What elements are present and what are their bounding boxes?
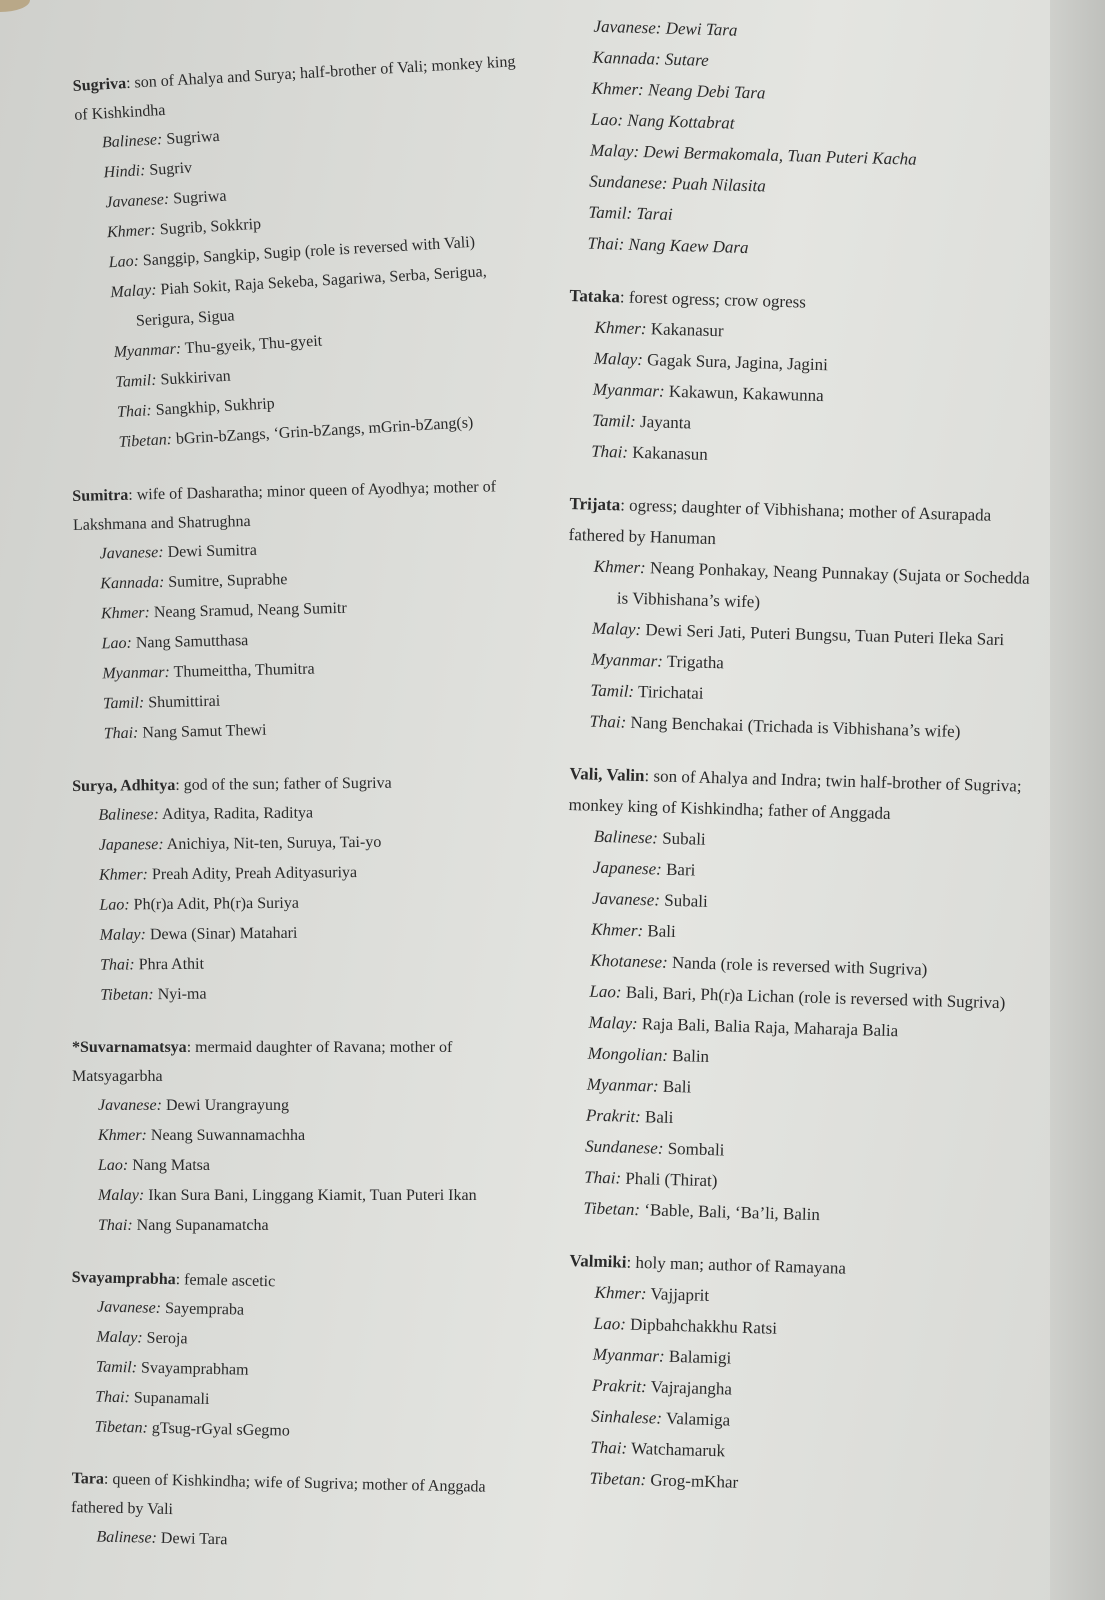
variant-language: Malay:	[591, 618, 642, 640]
variant-language: Javanese:	[98, 1097, 162, 1114]
variant-language: Khmer:	[593, 556, 647, 578]
variant-language: Khmer:	[594, 1282, 647, 1304]
variant-language: Thai:	[590, 1437, 628, 1458]
variant-names: Sombali	[667, 1138, 725, 1160]
entry-description: : female ascetic	[175, 1271, 276, 1291]
variant-language: Hindi:	[103, 162, 146, 182]
glossary-entry	[72, 472, 538, 750]
variant-language: Khmer:	[594, 317, 647, 339]
entry-term: Vali, Valin	[569, 763, 645, 786]
entry-term: Tara	[71, 1469, 105, 1488]
variant-language: Thai:	[99, 956, 135, 974]
variant-names: Dewi Urangrayung	[165, 1097, 290, 1114]
variant-language: Myanmar:	[590, 649, 664, 671]
variant-language: Tamil:	[591, 410, 637, 431]
continuation-list	[563, 10, 1040, 271]
variant-names: Jayanta	[639, 412, 692, 433]
variant-language: Tamil:	[95, 1358, 138, 1377]
variant-names: Phali (Thirat)	[625, 1168, 718, 1191]
entry-term: Sumitra	[72, 486, 129, 505]
entry-description: : ogress; daughter of Vibhishana; mother of Asurapada fathered by Hanuman	[568, 495, 992, 549]
variant-names: Sugriv	[148, 159, 193, 179]
variant-language: Javanese:	[591, 888, 661, 910]
glossary-entry	[563, 488, 1040, 749]
continuation-variant: Khmer: Neang Debi Tara	[591, 78, 766, 103]
variant-language: Thai:	[590, 441, 629, 462]
entry-description: : son of Ahalya and Surya; half-brother of Vali; monkey king of Kishkindha	[73, 53, 516, 124]
variant-language: Tamil:	[114, 371, 158, 392]
variant-language: Thai:	[116, 402, 153, 422]
variant-language: Malay:	[593, 348, 644, 370]
entry-description: : god of the sun; father of Sugriva	[175, 774, 392, 794]
variant-row	[96, 1151, 532, 1181]
variant-names: Piah Sokit, Raja Sekeba, Sagariwa, Serba, Serigua, Serigura, Sigua	[135, 263, 488, 330]
variant-names: Sayempraba	[164, 1299, 245, 1319]
right-column	[570, 10, 1040, 1515]
variant-language: Balinese:	[96, 1528, 158, 1547]
variant-language: Kannada:	[100, 573, 165, 593]
variant-row	[97, 886, 533, 921]
variant-language: Myanmar:	[102, 663, 171, 683]
variant-names: Dipbahchakkhu Ratsi	[629, 1314, 778, 1338]
variant-names: Raja Bali, Balia Raja, Maharaja Balia	[641, 1014, 899, 1041]
variant-language: Tibetan:	[583, 1198, 641, 1220]
variant-names: Subali	[661, 828, 706, 849]
variant-language: Tibetan:	[100, 986, 154, 1004]
variant-language: Javanese:	[99, 543, 164, 563]
variant-language: Khmer:	[590, 919, 644, 941]
variant-language: Japanese:	[98, 836, 164, 854]
variant-language: Tibetan:	[94, 1418, 149, 1437]
glossary-entry	[563, 1245, 1040, 1506]
variant-language: Tibetan:	[118, 431, 173, 451]
variant-names: Neang Ponhakay, Neang Punnakay (Sujata or Sochedda is Vibhishana’s wife)	[616, 558, 1031, 612]
entry-headline	[72, 472, 533, 540]
variant-language: Khotanese:	[590, 950, 669, 972]
variant-language: Malay:	[96, 1328, 143, 1347]
variant-language: Thai:	[589, 711, 627, 732]
variant-names: Nang Samut Thewi	[142, 721, 267, 742]
variant-row	[98, 946, 534, 981]
variant-names: Nyi-ma	[157, 985, 207, 1004]
continuation-variant: Sundanese: Puah Nilasita	[588, 171, 767, 196]
variant-language: Balinese:	[98, 806, 159, 824]
variant-names: Nang Samutthasa	[135, 632, 249, 652]
variant-names: Sukkirivan	[160, 367, 232, 389]
variant-names: Kakanasun	[632, 442, 709, 464]
variant-names: Vajrajangha	[650, 1377, 733, 1399]
variant-names: Sugriwa	[172, 187, 227, 208]
left-column	[70, 53, 532, 1574]
variant-row	[97, 826, 533, 861]
entry-term: Sugriva	[72, 75, 127, 95]
glossary-entry	[565, 280, 1040, 479]
variant-names: Nang Supanamatcha	[136, 1217, 269, 1234]
glossary-entry	[72, 1033, 532, 1241]
variant-row	[98, 976, 534, 1011]
variant-row	[96, 1121, 532, 1151]
variant-language: Balinese:	[101, 131, 163, 152]
glossary-entry	[68, 1263, 532, 1452]
variant-language: Malay:	[99, 926, 147, 944]
variant-names: Grog-mKhar	[650, 1470, 739, 1492]
variant-names: Subali	[664, 890, 708, 911]
variant-names: Preah Adity, Preah Adityasuriya	[151, 864, 358, 884]
variant-language: Sinhalese:	[590, 1406, 663, 1428]
variant-language: Lao:	[108, 252, 140, 272]
variant-language: Thai:	[98, 1217, 133, 1234]
variant-names: bGrin-bZangs, ‘Grin-bZangs, mGrin-bZang(s)	[175, 414, 474, 448]
variant-names: Dewi Seri Jati, Puteri Bungsu, Tuan Puteri Ileka Sari	[645, 620, 1005, 650]
entry-description: : son of Ahalya and Indra; twin half-brother of Sugriva; monkey king of Kishkindha; father of Anggada	[568, 766, 1022, 823]
variant-language: Prakrit:	[585, 1105, 642, 1127]
continuation-variant: Lao: Nang Kottabrat	[590, 109, 735, 133]
variant-language: Tamil:	[590, 680, 635, 701]
variant-language: Balinese:	[593, 826, 659, 848]
entry-description: : forest ogress; crow ogress	[619, 287, 807, 312]
variant-names: Anichiya, Nit-ten, Suruya, Tai-yo	[166, 833, 382, 854]
continuation-variant: Kannada: Sutare	[592, 47, 709, 70]
variant-names: Bali	[662, 1076, 692, 1097]
variant-language: Lao:	[589, 981, 622, 1002]
variant-names: Valamiga	[665, 1408, 731, 1430]
page-corner-shadow	[0, 0, 30, 12]
variant-names: Trigatha	[666, 651, 725, 673]
entry-headline	[71, 1464, 532, 1532]
variant-names: Shumittirai	[148, 692, 221, 712]
variant-language: Malay:	[588, 1012, 638, 1033]
variant-language: Lao:	[99, 896, 130, 914]
variant-names: Sugriwa	[165, 127, 221, 148]
entry-description: : holy man; author of Ramayana	[626, 1252, 847, 1278]
continuation-variant: Javanese: Dewi Tara	[593, 16, 738, 40]
variant-row	[96, 1211, 532, 1241]
variant-names: Vajjaprit	[650, 1284, 710, 1305]
facing-page-edge	[1050, 0, 1105, 1600]
variant-language: Thai:	[584, 1167, 622, 1188]
glossary-entry	[72, 767, 534, 1011]
variant-names: Sugrib, Sokkrip	[159, 215, 262, 239]
variant-row	[97, 856, 533, 891]
entry-headline	[72, 1033, 532, 1091]
variant-language: Khmer:	[106, 221, 157, 242]
variant-names: Bali, Bari, Ph(r)a Lichan (role is reversed with Sugriva)	[625, 982, 1006, 1013]
variant-language: Lao:	[101, 634, 133, 653]
entry-description: : wife of Dasharatha; minor queen of Ayodhya; mother of Lakshmana and Shatrughna	[72, 478, 497, 534]
entry-description: : queen of Kishkindha; wife of Sugriva; mother of Anggada fathered by Vali	[70, 1470, 486, 1519]
variant-language: Javanese:	[104, 190, 170, 212]
continuation-variant: Malay: Dewi Bermakomala, Tuan Puteri Kacha	[589, 140, 917, 169]
variant-names: Bali	[644, 1107, 674, 1128]
entry-term: Surya, Adhitya	[72, 776, 176, 795]
variant-language: Tamil:	[102, 694, 145, 713]
variant-language: Khmer:	[98, 1127, 147, 1144]
variant-names: Thu-gyeik, Thu-gyeit	[184, 332, 323, 358]
variant-names: Nang Benchakai (Trichada is Vibhishana’s wife)	[630, 712, 961, 741]
variant-language: Myanmar:	[592, 379, 665, 401]
variant-names: gTsug-rGyal sGegmo	[151, 1419, 291, 1440]
variant-language: Malay:	[98, 1187, 145, 1204]
variant-language: Myanmar:	[113, 340, 182, 362]
entry-term: *Suvarnamatsya	[72, 1039, 187, 1056]
variant-language: Japanese:	[592, 857, 663, 879]
variant-names: Watchamaruk	[630, 1438, 726, 1461]
variant-language: Javanese:	[96, 1298, 162, 1317]
variant-names: Dewa (Sinar) Matahari	[149, 924, 298, 944]
variant-row	[96, 1091, 532, 1121]
variant-row	[98, 916, 534, 951]
entry-term: Svayamprabha	[71, 1268, 176, 1289]
variant-language: Prakrit:	[591, 1375, 648, 1397]
continuation-variant: Tamil: Tarai	[588, 202, 673, 224]
variant-names: Sumitre, Suprabhe	[168, 571, 288, 591]
variant-names: Balamigi	[668, 1346, 732, 1368]
variant-language: Mongolian:	[587, 1043, 669, 1065]
variant-language: Sundanese:	[584, 1136, 664, 1158]
variant-language: Khmer:	[98, 866, 149, 884]
variant-names: Sanggip, Sangkip, Sugip (role is reversed with Vali)	[142, 233, 476, 270]
variant-names: Supanamali	[133, 1389, 210, 1408]
variant-language: Myanmar:	[592, 1344, 665, 1366]
glossary-entry	[72, 46, 553, 459]
variant-names: Svayamprabham	[140, 1359, 249, 1379]
variant-language: Malay:	[109, 281, 157, 302]
variant-names: Bali	[647, 921, 677, 942]
variant-language: Thai:	[95, 1388, 131, 1407]
variant-language: Lao:	[593, 1313, 627, 1334]
variant-names: Sangkhip, Sukhrip	[155, 395, 276, 419]
variant-names: Kakanasur	[650, 319, 724, 341]
entry-term: Tataka	[569, 285, 621, 307]
variant-names: Dewi Sumitra	[167, 541, 258, 561]
variant-names: Nang Matsa	[132, 1157, 210, 1174]
variant-names: Neang Sramud, Neang Sumitr	[153, 599, 347, 622]
variant-names: Nanda (role is reversed with Sugriva)	[671, 952, 928, 980]
variant-names: Neang Suwannamachha	[150, 1127, 306, 1144]
variant-names: Balin	[672, 1045, 710, 1066]
entry-description: : mermaid daughter of Ravana; mother of Matsyagarbha	[72, 1039, 453, 1085]
entry-term: Valmiki	[569, 1250, 627, 1272]
entry-term: Trijata	[569, 493, 621, 515]
variant-names: Ikan Sura Bani, Linggang Kiamit, Tuan Puteri Ikan	[148, 1187, 477, 1204]
variant-names: Bari	[665, 859, 696, 880]
variant-names: Kakawun, Kakawunna	[668, 381, 824, 406]
variant-language: Lao:	[98, 1157, 129, 1174]
glossary-entry	[70, 1464, 532, 1562]
variant-names: Ph(r)a Adit, Ph(r)a Suriya	[133, 894, 300, 914]
variant-language: Thai:	[103, 724, 139, 743]
variant-row	[96, 796, 532, 831]
variant-language: Myanmar:	[586, 1074, 659, 1096]
variant-language: Tibetan:	[589, 1468, 647, 1490]
variant-names: Seroja	[146, 1329, 188, 1348]
glossary-entry	[557, 758, 1040, 1236]
variant-row	[96, 1181, 532, 1211]
variant-names: Tirichatai	[637, 681, 704, 703]
variant-names: Dewi Tara	[160, 1529, 228, 1549]
variant-language: Khmer:	[100, 604, 151, 623]
variant-names: Gagak Sura, Jagina, Jagini	[646, 350, 829, 375]
variant-names: ‘Bable, Bali, ‘Ba’li, Balin	[644, 1200, 821, 1225]
continuation-variant: Thai: Nang Kaew Dara	[587, 233, 749, 258]
variant-names: Aditya, Radita, Raditya	[161, 804, 314, 824]
variant-names: Thumeittha, Thumitra	[173, 660, 315, 681]
variant-names: Phra Athit	[138, 955, 205, 974]
